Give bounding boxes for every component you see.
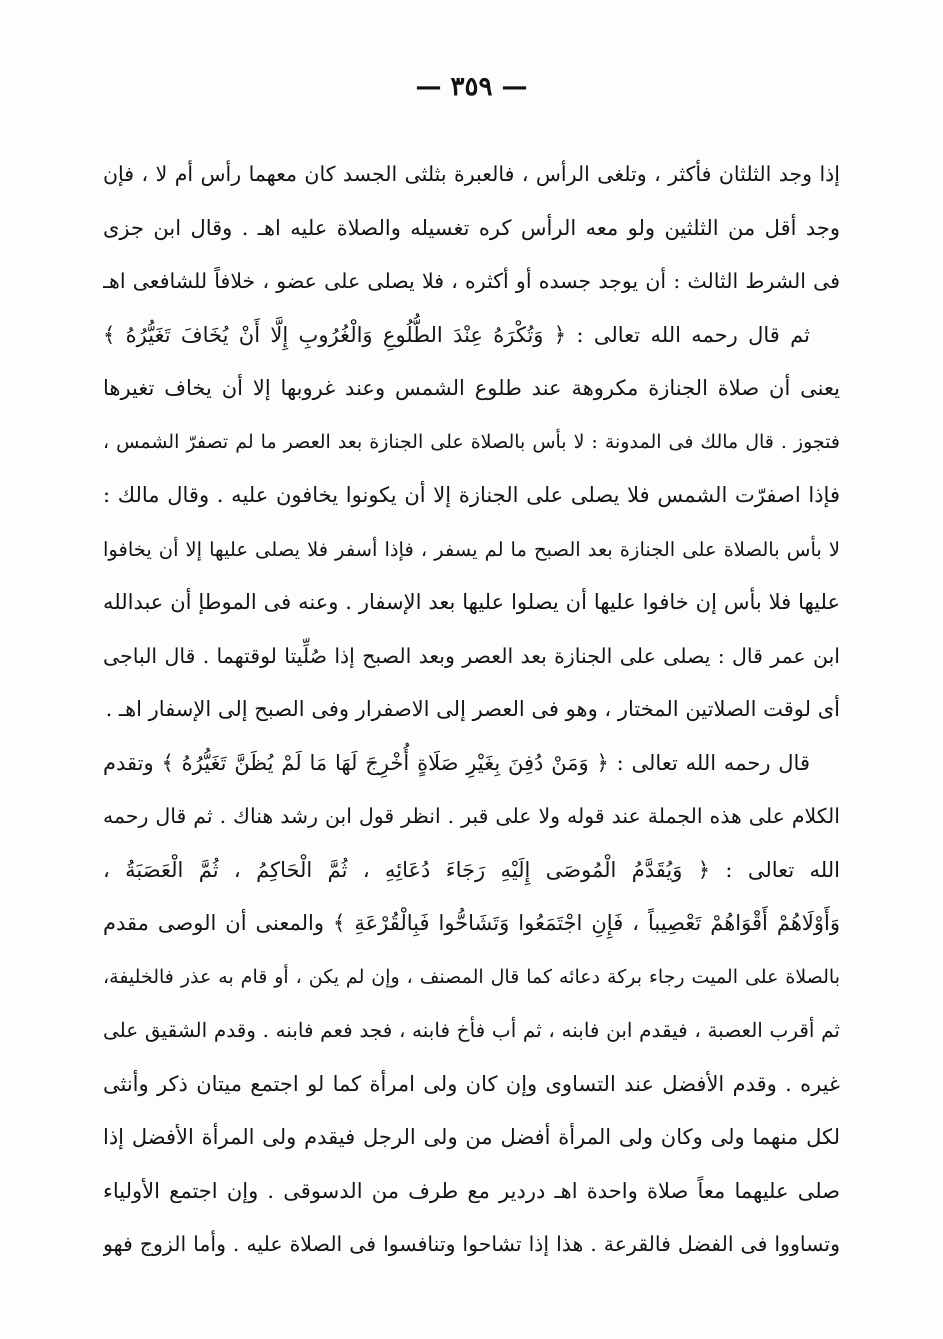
text-line: بالصلاة على الميت رجاء بركة دعائه كما قال المصنف ، وإن لم يكن ، أو قام به عذر فالخليفة،: [103, 965, 840, 988]
text-line: الله تعالى : ﴿ وَيُقَدَّمُ الْمُوصَى إِلَيْهِ رَجَاءَ دُعَائِهِ ، ثُمَّ الْحَاكِمُ ، ثُمَّ الْعَصَبَةُ ،: [103, 857, 840, 882]
text-line: ثم أقرب العصبة ، فيقدم ابن فابنه ، ثم أب فأخ فابنه ، فجد فعم فابنه . وقدم الشقيق على: [103, 1018, 840, 1042]
text-line: لا بأس بالصلاة على الجنازة بعد الصبح ما لم يسفر ، فإذا أسفر فلا يصلى عليها إلا أن يخافوا: [103, 537, 840, 561]
text-line: قال رحمه الله تعالى : ﴿ وَمَنْ دُفِنَ بِغَيْرِ صَلَاةٍ أُخْرِجَ لَهَا مَا لَمْ يُظَنَّ تَغَيُّرُهُ ﴾ وتقدم: [103, 750, 810, 775]
text-line: إذا وجد الثلثان فأكثر ، وتلغى الرأس ، فالعبرة بثلثى الجسد كان معهما رأس أم لا ، فإن: [103, 162, 840, 186]
text-line: لكل منهما ولى وكان ولى المرأة أفضل من ولى الرجل فيقدم ولى المرأة الأفضل إذا: [103, 1125, 840, 1149]
text-line: غيره . وقدم الأفضل عند التساوى وإن كان ولى امرأة كما لو اجتمع ميتان ذكر وأنثى: [103, 1071, 840, 1096]
text-line: فى الشرط الثالث : أن يوجد جسده أو أكثره ، فلا يصلى على عضو ، خلافاً للشافعى اهـ: [103, 269, 840, 293]
text-line: وتساووا فى الفضل فالقرعة . هذا إذا تشاحوا وتنافسوا فى الصلاة عليه . وأما الزوج فهو: [103, 1232, 840, 1256]
text-line: صلى عليهما معاً صلاة واحدة اهـ دردير مع طرف من الدسوقى . وإن اجتمع الأولياء: [103, 1178, 840, 1203]
text-line: وَأَوْلَاهُمْ أَقْوَاهُمْ تَعْصِيباً ، فَإِنِ اجْتَمَعُوا وَتَشَاحُّوا فَبِالْقُرْعَةِ ﴾ والمعنى أن الوصى مقدم: [103, 911, 840, 935]
text-line: أى لوقت الصلاتين المختار ، وهو فى العصر إلى الاصفرار وفى الصبح إلى الإسفار اهـ .: [105, 697, 840, 721]
text-line: يعنى أن صلاة الجنازة مكروهة عند طلوع الشمس وعند غروبها إلا أن يخاف تغيرها: [103, 376, 840, 400]
text-line: ثم قال رحمه الله تعالى : ﴿ وَتُكْرَهُ عِنْدَ الطُّلُوعِ وَالْغُرُوبِ إِلَّا أَنْ يُخَافَ تَغَيُّرُهُ ﴾: [103, 322, 810, 347]
page-number: — ٣٥٩ —: [415, 72, 528, 102]
text-line: عليها فلا بأس إن خافوا عليها أن يصلوا عليها بعد الإسفار . وعنه فى الموطإ أن عبدالله: [103, 590, 840, 614]
text-line: فإذا اصفرّت الشمس فلا يصلى على الجنازة إلا أن يكونوا يخافون عليه . وقال مالك :: [103, 483, 840, 507]
text-line: وجد أقل من الثلثين ولو معه الرأس كره تغسيله والصلاة عليه اهـ . وقال ابن جزى: [103, 215, 840, 240]
body-text: [103, 148, 840, 1272]
text-line: ابن عمر قال : يصلى على الجنازة بعد العصر وبعد الصبح إذا صُلِّيتا لوقتهما . قال الباجى: [103, 643, 840, 668]
text-line: الكلام على هذه الجملة عند قوله ولا على قبر . انظر قول ابن رشد هناك . ثم قال رحمه: [103, 804, 840, 828]
text-line: فتجوز . قال مالك فى المدونة : لا بأس بالصلاة على الجنازة بعد العصر ما لم تصفرّ الشمس ،: [103, 430, 840, 453]
